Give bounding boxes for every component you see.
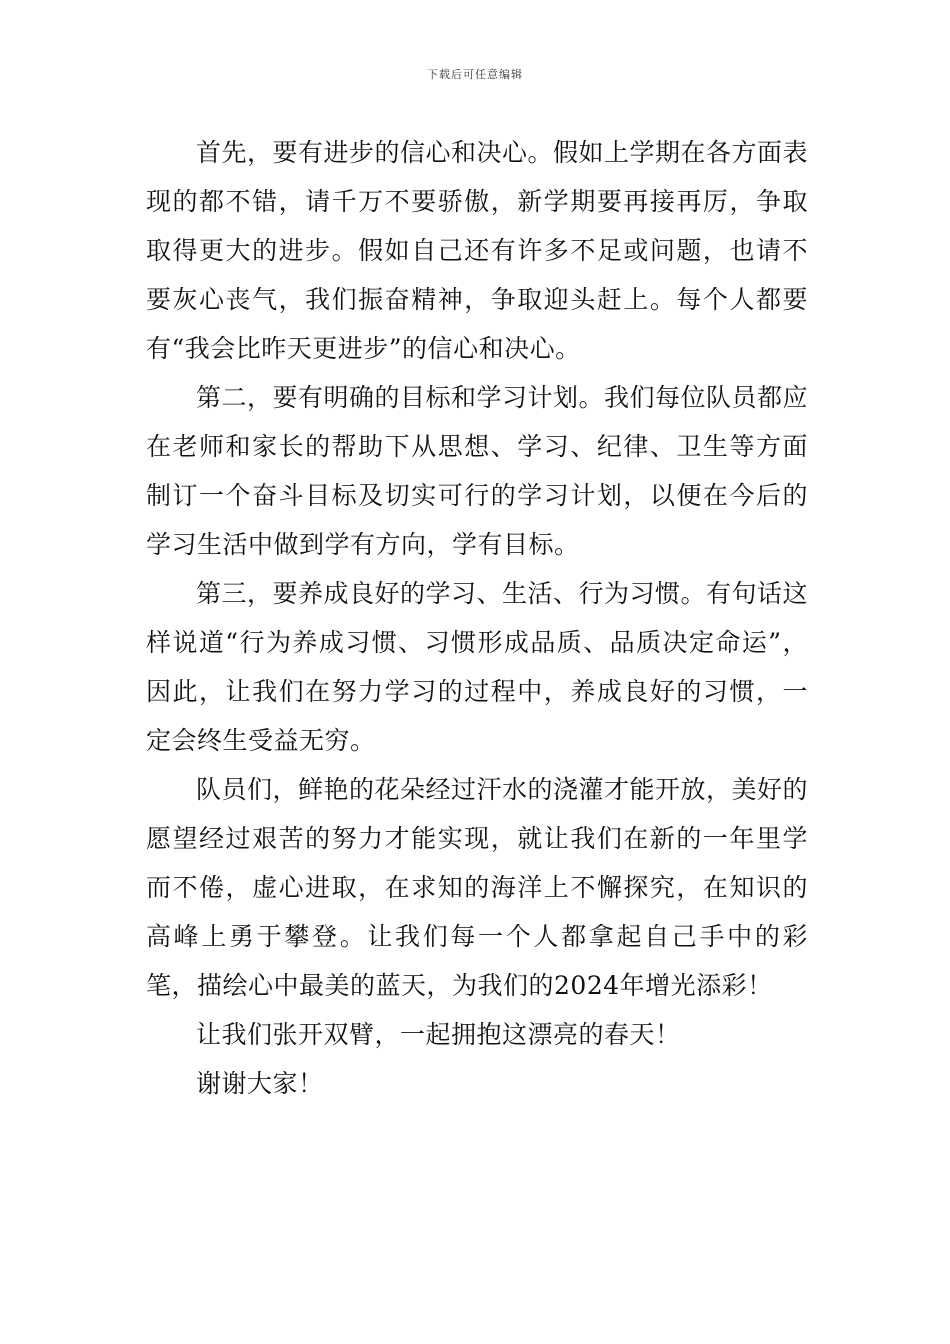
- paragraph-closing: 让我们张开双臂，一起拥抱这漂亮的春天！: [196, 1020, 681, 1049]
- paragraph-confidence: 首先，要有进步的信心和决心。假如上学期在各方面表现的都不错，请千万不要骄傲，新学期要再接再厉，争取取得更大的进步。假如自己还有许多不足或问题，也请不要灰心丧气，我们振奋精神，争取迎头赶上。每个人都要有“我会比昨天更进步”的信心和决心。: [146, 138, 809, 363]
- page-header-note: 下载后可任意编辑: [427, 68, 523, 81]
- paragraph-encouragement: 队员们，鲜艳的花朵经过汗水的浇灌才能开放，美好的愿望经过艰苦的努力才能实现，就让我们在新的一年里学而不倦，虚心进取，在求知的海洋上不懈探究，在知识的高峰上勇于攀登。让我们每一个人都拿起自己手中的彩笔，描绘心中最美的蓝天，为我们的2024年增光添彩！: [146, 775, 809, 1000]
- document-body: [146, 128, 808, 1108]
- paragraph-goals: 第二，要有明确的目标和学习计划。我们每位队员都应在老师和家长的帮助下从思想、学习、纪律、卫生等方面制订一个奋斗目标及切实可行的学习计划，以便在今后的学习生活中做到学有方向，学有目标。: [146, 383, 809, 559]
- paragraph-habits: 第三，要养成良好的学习、生活、行为习惯。有句话这样说道“行为养成习惯、习惯形成品质、品质决定命运”，因此，让我们在努力学习的过程中，养成良好的习惯，一定会终生受益无穷。: [146, 579, 809, 755]
- paragraph-thanks: 谢谢大家！: [196, 1069, 324, 1098]
